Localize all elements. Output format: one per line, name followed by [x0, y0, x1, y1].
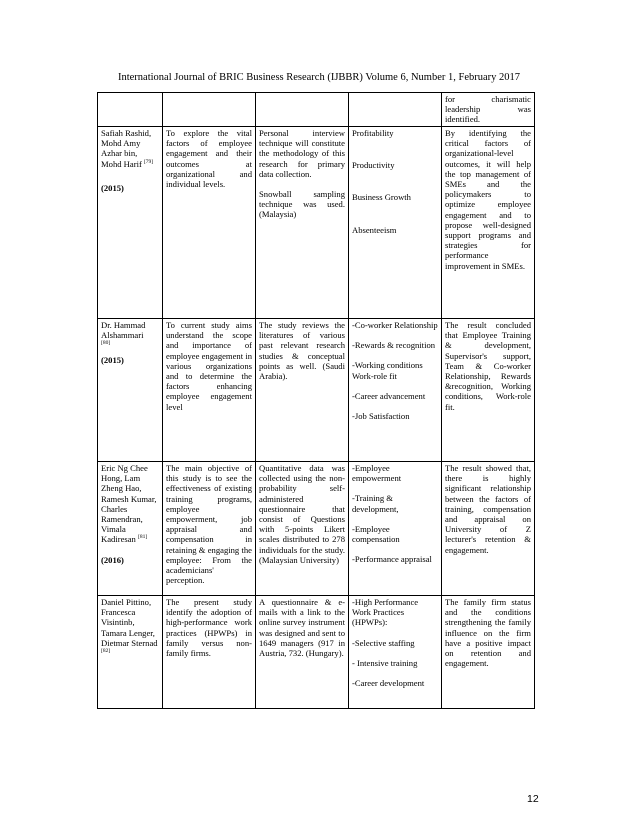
- author-names: Dr. Hammad Alshammari: [101, 320, 146, 341]
- variables-cell: [349, 319, 442, 462]
- variable-item: Profitability: [352, 128, 394, 138]
- objective-cell: To current study aims understand the scope and importance of employee engagement in various organizations and to determine the factors enhancing employee engagement level: [163, 319, 256, 462]
- findings-cell: By identifying the critical factors of organizational-level outcomes, it will help the top management of SMEs and the policymakers to optimize employee engagement and to propose well-designed support programs and strategies for performance improvement in SMEs.: [442, 127, 535, 319]
- methodology-cell: A questionnaire & e-mails with a link to the online survey instrument was designed and sent to 1649 managers (917 in Austria, 732. (Hungary).: [256, 596, 349, 709]
- reference-number: [81]: [138, 534, 148, 541]
- author-cell: [98, 319, 163, 462]
- variable-item: Absenteeism: [352, 224, 397, 235]
- variable-item: -Rewards & recognition: [352, 340, 436, 351]
- variable-item: -Performance appraisal: [352, 554, 432, 565]
- variable-item: -Working conditions Work-role fit: [352, 360, 425, 381]
- variable-item: -Training & development,: [352, 493, 399, 514]
- author-names: Eric Ng Chee Hong, Lam Zheng Hao, Ramesh Kumar, Charles Ramendran, Vimala Kadiresan: [101, 463, 157, 545]
- page-number: 12: [527, 793, 539, 805]
- author-names: Daniel Pittino, Francesca Visintinb, Tamara Lenger, Dietmar Sternad: [101, 597, 158, 648]
- variable-item: Business Growth: [352, 192, 411, 203]
- variables-cell: [349, 462, 442, 596]
- objective-cell: The main objective of this study is to see the effectiveness of existing training programs, employee empowerment, job appraisal and compensation in retaining & engaging the employee: From the academicians' perception.: [163, 462, 256, 596]
- methodology-cell: [256, 127, 349, 319]
- publication-year: (2015): [101, 355, 124, 366]
- table-row: [98, 596, 535, 709]
- author-cell: [98, 127, 163, 319]
- findings-cell: The result showed that, there is highly significant relationship between the factors of training, compensation and appraisal on University of Z lecturer's retention & engagement.: [442, 462, 535, 596]
- variable-item: -Selective staffing: [352, 637, 415, 648]
- author-cell: [98, 462, 163, 596]
- variable-item: -Employee compensation: [352, 523, 400, 545]
- carry-over-findings: for charismatic leadership was identified.: [442, 93, 535, 127]
- methodology-text: Personal interview technique will constitute the methodology of this research for primary data collection.: [259, 128, 345, 179]
- findings-cell: The family firm status and the conditions strengthening the family influence on the firm have a positive impact on retention and engagement.: [442, 596, 535, 709]
- objective-cell: The present study identify the adoption of high-performance work practices (HPWPs) in family versus non-family firms.: [163, 596, 256, 709]
- author-names: Safiah Rashid, Mohd Amy Azhar bin, Mohd Harif: [101, 128, 152, 169]
- variables-cell: [349, 596, 442, 709]
- findings-cell: The result concluded that Employee Training & development, Supervisor's support, Team & Co-worker Relationship, Rewards &recognition, Working conditions, Work-role fit.: [442, 319, 535, 462]
- methodology-cell: The study reviews the literatures of various past relevant research studies & conceptual points as well. (Saudi Arabia).: [256, 319, 349, 462]
- variables-cell: [349, 127, 442, 319]
- table-row: [98, 127, 535, 319]
- journal-header: International Journal of BRIC Business Research (IJBBR) Volume 6, Number 1, February 2017: [117, 72, 521, 83]
- reference-number: [79]: [143, 158, 154, 165]
- variable-item: -Job Satisfaction: [352, 411, 410, 422]
- author-cell: [98, 596, 163, 709]
- variable-item: Productivity: [352, 160, 395, 171]
- table-row: [98, 93, 535, 127]
- variable-item: - Intensive training: [352, 657, 418, 668]
- reference-number: [80]: [101, 340, 111, 347]
- variable-item: -Career advancement: [352, 390, 426, 401]
- publication-year: (2016): [101, 554, 124, 565]
- variable-item: -Co-worker Relationship: [352, 320, 438, 330]
- reference-number: [82]: [101, 648, 111, 655]
- variable-item: -Career development: [352, 678, 425, 689]
- literature-table: [97, 92, 535, 709]
- table-row: [98, 319, 535, 462]
- variable-item: -Employee empowerment: [352, 463, 402, 484]
- objective-cell: To explore the vital factors of employee engagement and their outcomes at organizational and individual levels.: [163, 127, 256, 319]
- methodology-cell: Quantitative data was collected using the non-probability self-administered questionnaire that consist of Questions with 5-points Likert scales distributed to 278 individuals for the study. (Malaysian University): [256, 462, 349, 596]
- publication-year: (2015): [101, 182, 124, 193]
- variable-item: -High Performance Work Practices (HPWPs):: [352, 597, 421, 628]
- table-row: [98, 462, 535, 596]
- methodology-text-2: Snowball sampling technique was used. (Malaysia): [259, 189, 345, 220]
